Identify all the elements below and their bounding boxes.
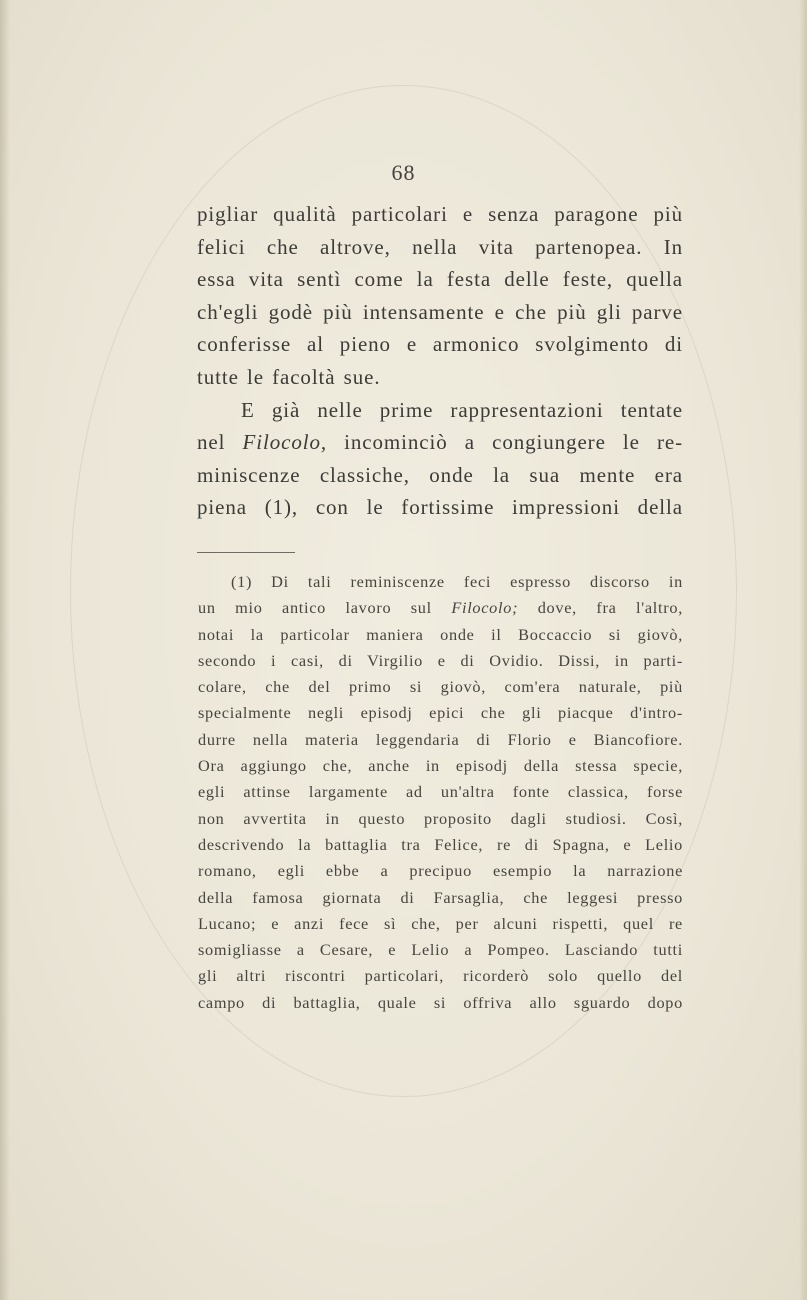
text-line: pigliar qualità particolari e senza paragone più — [197, 202, 683, 226]
footnote-line: secondo i casi, di Virgilio e di Ovidio. Dissi, in parti- — [198, 650, 683, 670]
title-filocolo: Filocolo, — [242, 430, 328, 455]
main-text — [197, 198, 683, 524]
footnote-line: egli attinse largamente ad un'altra fonte classica, forse — [198, 782, 683, 802]
footnote-line: (1) Di tali reminiscenze feci espresso discorso in — [231, 572, 683, 591]
footnote-line: romano, egli ebbe a precipuo esempio la narrazione — [198, 861, 683, 881]
footnote-line — [198, 595, 683, 621]
text-line: miniscenze classiche, onde la sua mente era — [197, 462, 683, 487]
title-filocolo: Filocolo; — [451, 598, 519, 618]
footnote-line: della famosa giornata di Farsaglia, che leggesi presso — [198, 887, 683, 907]
text-line: E già nelle prime rappresentazioni tentate — [241, 397, 683, 422]
footnote-line: specialmente negli episodj epici che gli piacque d'intro- — [198, 703, 683, 723]
page-edge-right — [799, 0, 807, 1300]
text-line: essa vita sentì come la festa delle feste, quella — [197, 267, 683, 292]
text-fragment: incominciò a congiungere le re- — [344, 430, 684, 455]
footnote-line: notai la particolar maniera onde il Boccaccio si giovò, — [198, 624, 683, 644]
page-edge-left — [0, 0, 10, 1300]
footnote-line: durre nella materia leggendaria di Florio e Biancofiore. — [198, 729, 683, 749]
footnote-line: Ora aggiungo che, anche in episodj della stessa specie, — [198, 756, 683, 776]
text-fragment: un mio antico lavoro sul — [198, 598, 432, 618]
text-line: tutte le facoltà sue. — [197, 364, 381, 389]
footnote — [198, 569, 683, 1016]
text-line: ch'egli godè più intensamente e che più gli parve — [197, 299, 683, 324]
footnote-line: somigliasse a Cesare, e Lelio a Pompeo. Lasciando tutti — [198, 940, 683, 960]
text-fragment: nel — [197, 430, 226, 455]
footnote-line: Lucano; e anzi fece sì che, per alcuni rispetti, quel re — [198, 913, 683, 933]
footnote-separator — [197, 552, 295, 553]
footnote-line: gli altri riscontri particolari, ricorderò solo quello del — [198, 966, 683, 986]
footnote-line: non avvertita in questo proposito dagli studiosi. Così, — [198, 808, 683, 828]
footnote-line: descrivendo la battaglia tra Felice, re di Spagna, e Lelio — [198, 834, 683, 854]
page-number: 68 — [391, 160, 416, 185]
text-fragment: dove, fra l'altro, — [537, 598, 683, 618]
text-line: conferisse al pieno e armonico svolgimento di — [197, 332, 683, 357]
footnote-line: campo di battaglia, quale si offriva allo sguardo dopo — [198, 992, 683, 1012]
footnote-line: colare, che del primo si giovò, com'era naturale, più — [198, 677, 683, 697]
text-line: felici che altrove, nella vita partenopea. In — [197, 234, 683, 259]
text-line: piena (1), con le fortissime impressioni della — [197, 495, 683, 520]
text-line — [197, 426, 683, 459]
